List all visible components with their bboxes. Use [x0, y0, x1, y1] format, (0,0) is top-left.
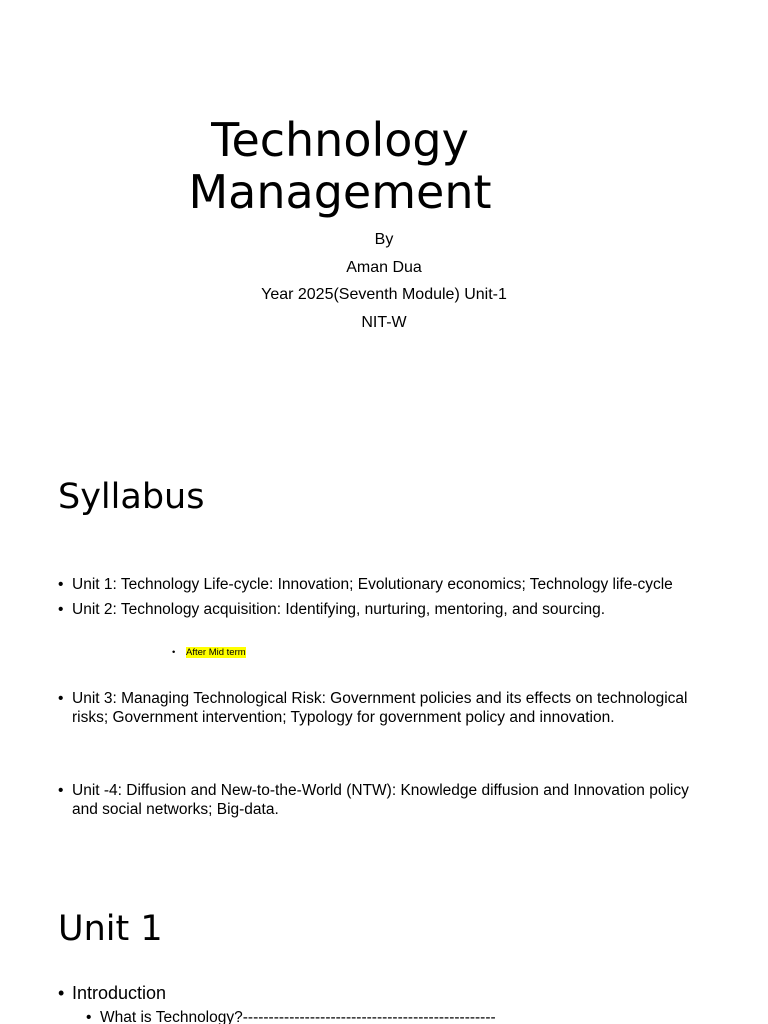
document-title: [160, 114, 520, 218]
syllabus-item-text: Unit -4: Diffusion and New-to-the-World (NTW): Knowledge diffusion and Innovation policy and social networks; Big-data.: [72, 782, 689, 818]
title-line-1: Technology: [211, 113, 469, 167]
syllabus-heading: Syllabus: [58, 477, 205, 517]
syllabus-item: [58, 690, 718, 727]
syllabus-item-text: Unit 3: Managing Technological Risk: Government policies and its effects on technological risks; Government intervention; Typology for government policy and innovation.: [72, 690, 688, 726]
unit1-sub-item: [86, 1008, 496, 1024]
unit1-intro-text: Introduction: [72, 983, 167, 1003]
syllabus-item: [58, 782, 718, 819]
unit1-sub-item-text: What is Technology?-------------------------------------------------: [100, 1009, 496, 1024]
bullet-icon: •: [86, 1009, 92, 1024]
unit1-intro-item: [58, 982, 166, 1004]
mid-term-note-text: After Mid term: [186, 647, 246, 658]
unit1-heading: Unit 1: [58, 909, 163, 949]
bullet-icon: •: [58, 690, 64, 707]
bullet-icon: •: [58, 601, 64, 618]
syllabus-item: [58, 601, 718, 620]
subtitle-author: Aman Dua: [346, 258, 422, 276]
syllabus-item: [58, 576, 718, 595]
title-line-2: Management: [188, 165, 492, 219]
bullet-icon: •: [58, 983, 65, 1003]
bullet-icon: •: [172, 647, 176, 658]
mid-term-note: [172, 646, 246, 660]
bullet-icon: •: [58, 576, 64, 593]
subtitle-year: Year 2025(Seventh Module) Unit-1: [261, 286, 507, 303]
subtitle-institute: NIT-W: [361, 313, 407, 331]
syllabus-item-text: Unit 1: Technology Life-cycle: Innovation; Evolutionary economics; Technology life-cycle: [72, 576, 673, 593]
subtitle-by: By: [374, 231, 394, 248]
bullet-icon: •: [58, 782, 64, 799]
syllabus-item-text: Unit 2: Technology acquisition: Identifying, nurturing, mentoring, and sourcing.: [72, 601, 606, 618]
title-subtitle: [184, 226, 584, 336]
